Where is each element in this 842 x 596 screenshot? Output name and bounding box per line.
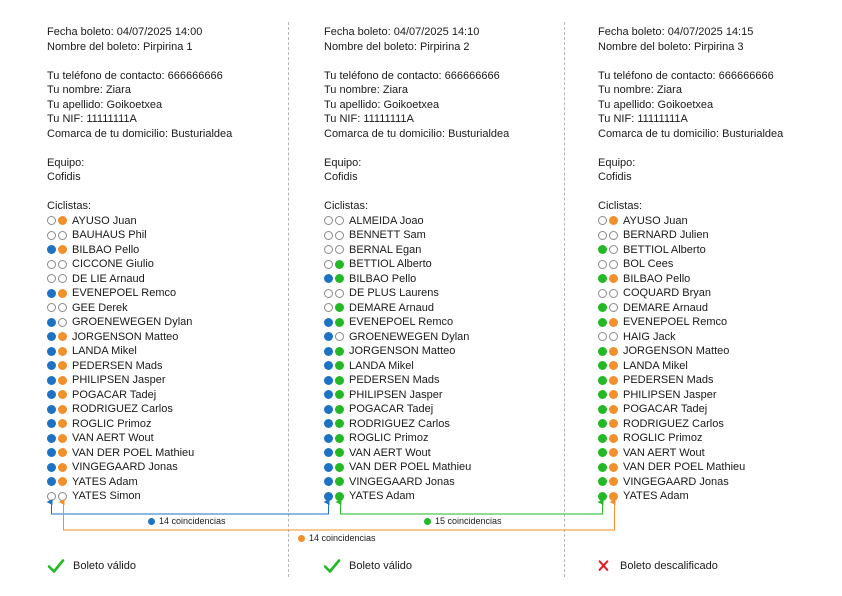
rider-name: VAN DER POEL Mathieu bbox=[623, 461, 746, 473]
ticket-1-status-text: Boleto válido bbox=[73, 560, 136, 572]
rider-name: RODRIGUEZ Carlos bbox=[623, 417, 724, 430]
rider-name: JORGENSON Matteo bbox=[72, 330, 179, 343]
rider-name: VAN AERT Wout bbox=[623, 446, 705, 459]
check-icon bbox=[47, 558, 65, 574]
green-coincidences-text: 15 coincidencias bbox=[435, 516, 502, 526]
rider-name: DE PLUS Laurens bbox=[349, 287, 439, 299]
rider-name: PHILIPSEN Jasper bbox=[72, 374, 166, 386]
rider-name: VINGEGAARD Jonas bbox=[623, 475, 729, 488]
check-icon bbox=[323, 558, 341, 574]
nif: Tu NIF: 11111111A bbox=[598, 113, 688, 125]
last-name: Tu apellido: Goikoetxea bbox=[47, 98, 163, 111]
rider-name: BETTIOL Alberto bbox=[623, 243, 706, 256]
orange-link-line bbox=[64, 504, 615, 530]
nif: Tu NIF: 11111111A bbox=[47, 113, 137, 125]
rider-name: BILBAO Pello bbox=[349, 272, 417, 285]
green-dot-icon bbox=[424, 518, 431, 525]
first-name: Tu nombre: Ziara bbox=[47, 84, 131, 96]
cross-icon bbox=[598, 558, 612, 574]
rider-name: EVENEPOEL Remco bbox=[72, 287, 177, 299]
rider-name: PHILIPSEN Jasper bbox=[349, 388, 443, 401]
ticket-date: Fecha boleto: 04/07/2025 14:00 bbox=[47, 26, 203, 38]
ticket-3-status-text: Boleto descalificado bbox=[620, 560, 718, 572]
rider-name: BETTIOL Alberto bbox=[349, 258, 432, 270]
contact-phone: Tu teléfono de contacto: 666666666 bbox=[598, 69, 774, 82]
rider-name: POGACAR Tadej bbox=[623, 403, 708, 415]
rider-name: PEDERSEN Mads bbox=[349, 374, 440, 386]
rider-name: LANDA Mikel bbox=[349, 359, 414, 372]
team-label: Equipo: bbox=[598, 156, 636, 169]
rider-name: POGACAR Tadej bbox=[72, 388, 157, 401]
rider-name: DE LIE Arnaud bbox=[72, 272, 145, 285]
rider-name: PEDERSEN Mads bbox=[623, 374, 714, 386]
rider-name: BOL Cees bbox=[623, 258, 674, 270]
ticket-name: Nombre del boleto: Pirpirina 3 bbox=[598, 40, 744, 53]
rider-name: COQUARD Bryan bbox=[623, 287, 712, 299]
rider-name: POGACAR Tadej bbox=[349, 403, 434, 415]
rider-name: BAUHAUS Phil bbox=[72, 229, 147, 241]
rider-name: EVENEPOEL Remco bbox=[623, 316, 728, 328]
nif: Tu NIF: 11111111A bbox=[324, 113, 414, 125]
rider-name: BILBAO Pello bbox=[72, 243, 140, 256]
first-name: Tu nombre: Ziara bbox=[324, 84, 408, 96]
contact-phone: Tu teléfono de contacto: 666666666 bbox=[324, 69, 500, 82]
comarca: Comarca de tu domicilio: Busturialdea bbox=[47, 127, 233, 140]
blue-coincidences-label bbox=[148, 516, 226, 526]
rider-name: AYUSO Juan bbox=[72, 214, 137, 227]
ticket-2-status bbox=[323, 558, 412, 574]
rider-name: BERNARD Julien bbox=[623, 229, 709, 241]
riders-label: Ciclistas: bbox=[598, 200, 643, 212]
ticket-1-status bbox=[47, 558, 136, 574]
rider-name: VINGEGAARD Jonas bbox=[349, 475, 455, 488]
ticket-name: Nombre del boleto: Pirpirina 2 bbox=[324, 40, 470, 53]
rider-name: ROGLIC Primoz bbox=[72, 417, 152, 430]
green-link-line bbox=[341, 504, 603, 514]
ticket-date: Fecha boleto: 04/07/2025 14:15 bbox=[598, 26, 754, 38]
last-name: Tu apellido: Goikoetxea bbox=[598, 98, 714, 111]
rider-name: LANDA Mikel bbox=[72, 345, 137, 357]
rider-name: VAN DER POEL Mathieu bbox=[72, 446, 195, 459]
ticket-date: Fecha boleto: 04/07/2025 14:10 bbox=[324, 26, 480, 38]
team-name: Cofidis bbox=[47, 171, 81, 183]
rider-name: ROGLIC Primoz bbox=[623, 432, 703, 444]
orange-coincidences-text: 14 coincidencias bbox=[309, 533, 376, 543]
rider-name: CICCONE Giulio bbox=[72, 258, 154, 270]
rider-name: RODRIGUEZ Carlos bbox=[72, 403, 173, 415]
rider-name: RODRIGUEZ Carlos bbox=[349, 417, 450, 430]
rider-name: PHILIPSEN Jasper bbox=[623, 388, 717, 401]
rider-name: YATES Adam bbox=[349, 490, 415, 502]
last-name: Tu apellido: Goikoetxea bbox=[324, 98, 440, 111]
comarca: Comarca de tu domicilio: Busturialdea bbox=[598, 127, 784, 140]
rider-name: BENNETT Sam bbox=[349, 229, 426, 241]
rider-name: BERNAL Egan bbox=[349, 243, 422, 256]
rider-name: VAN DER POEL Mathieu bbox=[349, 461, 472, 473]
rider-name: HAIG Jack bbox=[623, 330, 676, 343]
riders-label: Ciclistas: bbox=[47, 200, 92, 212]
rider-name: YATES Adam bbox=[623, 490, 689, 502]
rider-name: YATES Adam bbox=[72, 475, 138, 488]
team-label: Equipo: bbox=[47, 156, 85, 169]
orange-dot-icon bbox=[298, 535, 305, 542]
rider-name: ROGLIC Primoz bbox=[349, 432, 429, 444]
rider-name: DEMARE Arnaud bbox=[623, 301, 708, 314]
rider-name: LANDA Mikel bbox=[623, 359, 688, 372]
comarca: Comarca de tu domicilio: Busturialdea bbox=[324, 127, 510, 140]
ticket-2-status-text: Boleto válido bbox=[349, 560, 412, 572]
rider-name: JORGENSON Matteo bbox=[623, 345, 730, 357]
rider-name: GROENEWEGEN Dylan bbox=[72, 316, 193, 328]
rider-name: DEMARE Arnaud bbox=[349, 301, 434, 314]
rider-name: VINGEGAARD Jonas bbox=[72, 461, 178, 473]
team-label: Equipo: bbox=[324, 156, 362, 169]
rider-name: GEE Derek bbox=[72, 301, 128, 314]
team-name: Cofidis bbox=[324, 171, 358, 183]
rider-name: ALMEIDA Joao bbox=[349, 214, 424, 227]
rider-name: GROENEWEGEN Dylan bbox=[349, 330, 470, 343]
contact-phone: Tu teléfono de contacto: 666666666 bbox=[47, 69, 223, 82]
rider-name: AYUSO Juan bbox=[623, 214, 688, 227]
rider-name: JORGENSON Matteo bbox=[349, 345, 456, 357]
rider-name: VAN AERT Wout bbox=[72, 432, 154, 444]
team-name: Cofidis bbox=[598, 171, 632, 183]
riders-label: Ciclistas: bbox=[324, 200, 369, 212]
rider-name: VAN AERT Wout bbox=[349, 446, 431, 459]
ticket-3-status bbox=[598, 558, 718, 574]
first-name: Tu nombre: Ziara bbox=[598, 84, 682, 96]
blue-coincidences-text: 14 coincidencias bbox=[159, 516, 226, 526]
rider-name: BILBAO Pello bbox=[623, 272, 691, 285]
blue-dot-icon bbox=[148, 518, 155, 525]
blue-link-line bbox=[52, 504, 329, 514]
green-coincidences-label bbox=[424, 516, 502, 526]
orange-coincidences-label bbox=[298, 533, 376, 543]
rider-name: PEDERSEN Mads bbox=[72, 359, 163, 372]
ticket-name: Nombre del boleto: Pirpirina 1 bbox=[47, 40, 193, 53]
rider-name: YATES Simon bbox=[72, 490, 141, 502]
rider-name: EVENEPOEL Remco bbox=[349, 316, 454, 328]
